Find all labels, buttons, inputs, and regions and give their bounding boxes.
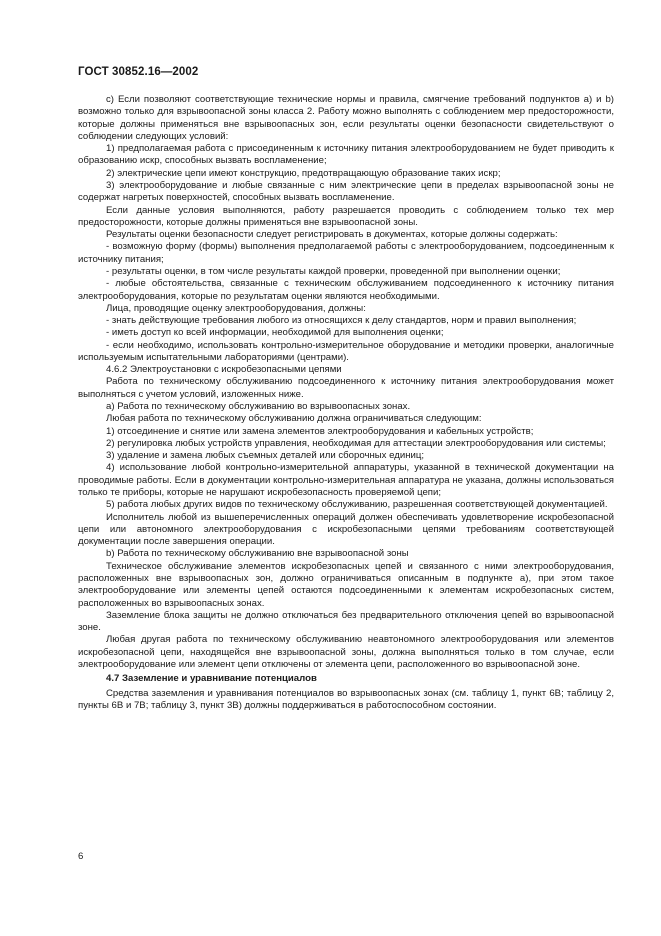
paragraph: - результаты оценки, в том числе результаты каждой проверки, проведенной при выполнении оценки; — [106, 265, 561, 277]
paragraph: Техническое обслуживание элементов искробезопасных цепей и связанного с ними электрооборудования, расположенных вне взрывоопасных зон, должно ограничиваться описанным в подпункте а), при этом такое электрооборудование или элементы цепей остаются подсоединенными к элементам искробезопасных систем, расположенных во взрывоопасных зонах. — [78, 560, 614, 609]
document-body — [78, 94, 614, 712]
paragraph: Заземление блока защиты не должно отключаться без предварительного отключения цепей во взрывоопасной зоне. — [78, 609, 614, 634]
paragraph: 5) работа любых других видов по техническому обслуживанию, разрешенная соответствующей документацией. — [106, 499, 608, 511]
paragraph: 1) отсоединение и снятие или замена элементов электрооборудования и кабельных устройств; — [106, 425, 534, 437]
paragraph: Исполнитель любой из вышеперечисленных операций должен обеспечивать удовлетворение искробезопасной цепи или автономного электрооборудования с искробезопасными цепями требованиям соответствующей документации после завершения операции. — [78, 511, 614, 548]
paragraph: Работа по техническому обслуживанию подсоединенного к источнику питания электрооборудования может выполняться с учетом условий, изложенных ниже. — [78, 376, 614, 400]
document-header: ГОСТ 30852.16—2002 — [78, 66, 199, 78]
paragraph: с) Если позволяют соответствующие технические нормы и правила, смягчение требований подпунктов а) и b) возможно только для взрывоопасной зоны класса 2. Работу можно выполнять с соблюдением мер предосторожности, которые должны применяться вне взрывоопасных зон, если результаты оценки безопасности свидетельствуют о соблюдении следующих условий: — [78, 94, 614, 142]
paragraph: 3) удаление и замена любых съемных деталей или сборочных единиц; — [106, 450, 425, 462]
paragraph: - если необходимо, использовать контрольно-измерительное оборудование и методики проверки, аналогичные используемым испытательными лабораториями (центрами). — [78, 339, 614, 363]
paragraph: 4) использование любой контрольно-измерительной аппаратуры, указанной в технической документации на проводимые работы. Если в документации контрольно-измерительная аппаратура не указана, должны использоваться только те приборы, которые не нарушают искробезопасность проверяемой цепи; — [78, 462, 614, 498]
paragraph: 2) электрические цепи имеют конструкцию, предотвращающую образование таких искр; — [106, 167, 501, 179]
paragraph: а) Работа по техническому обслуживанию во взрывоопасных зонах. — [106, 401, 411, 413]
paragraph: Любая работа по техническому обслуживанию должна ограничиваться следующим: — [106, 413, 482, 425]
paragraph: b) Работа по техническому обслуживанию вне взрывоопасной зоны — [106, 548, 409, 560]
paragraph: - иметь доступ ко всей информации, необходимой для выполнения оценки; — [106, 327, 444, 339]
paragraph: 2) регулировка любых устройств управления, необходимая для аттестации электрооборудования или системы; — [106, 437, 606, 449]
paragraph: - знать действующие требования любого из относящихся к делу стандартов, норм и правил выполнения; — [106, 315, 577, 327]
paragraph: - любые обстоятельства, связанные с техническим обслуживанием подсоединенного к источнику питания электрооборудования, которые по результатам оценки являются необходимыми. — [78, 278, 614, 302]
paragraph: Лица, проводящие оценку электрооборудования, должны: — [106, 302, 366, 314]
paragraph: 1) предполагаемая работа с присоединенным к источнику питания электрооборудованием не будет приводить к образованию искр, способных вызвать воспламенение; — [78, 143, 614, 167]
paragraph: Средства заземления и уравнивания потенциалов во взрывоопасных зонах (см. таблицу 1, пункт 6В; таблицу 2, пункты 6В и 7В; таблицу 3, пункт 3В) должны поддерживаться в работоспособном состоянии. — [78, 687, 614, 711]
paragraph: Любая другая работа по техническому обслуживанию неавтономного электрооборудования или элементов искробезопасной цепи, находящейся вне взрывоопасной зоны, должна выполняться только в том случае, если электрооборудование или элемент цепи отключены от элемента цепи, расположенного во взрывоопасной зоне. — [78, 634, 614, 670]
paragraph: Результаты оценки безопасности следует регистрировать в документах, которые должны содержать: — [106, 229, 558, 241]
page-number: 6 — [78, 851, 84, 862]
section-heading: 4.7 Заземление и уравнивание потенциалов — [106, 673, 317, 685]
paragraph: Если данные условия выполняются, работу разрешается проводить с соблюдением только тех мер предосторожности, которые должны применяться вне взрывоопасной зоны. — [78, 204, 614, 228]
paragraph: 3) электрооборудование и любые связанные с ним электрические цепи в пределах взрывоопасной зоны не содержат нагретых поверхностей, способных вызвать воспламенение. — [78, 179, 614, 204]
subsection-title: 4.6.2 Электроустановки с искробезопасными цепями — [106, 364, 342, 376]
paragraph: - возможную форму (формы) выполнения предполагаемой работы с электрооборудованием, подсоединенным к источнику питания; — [78, 241, 614, 265]
